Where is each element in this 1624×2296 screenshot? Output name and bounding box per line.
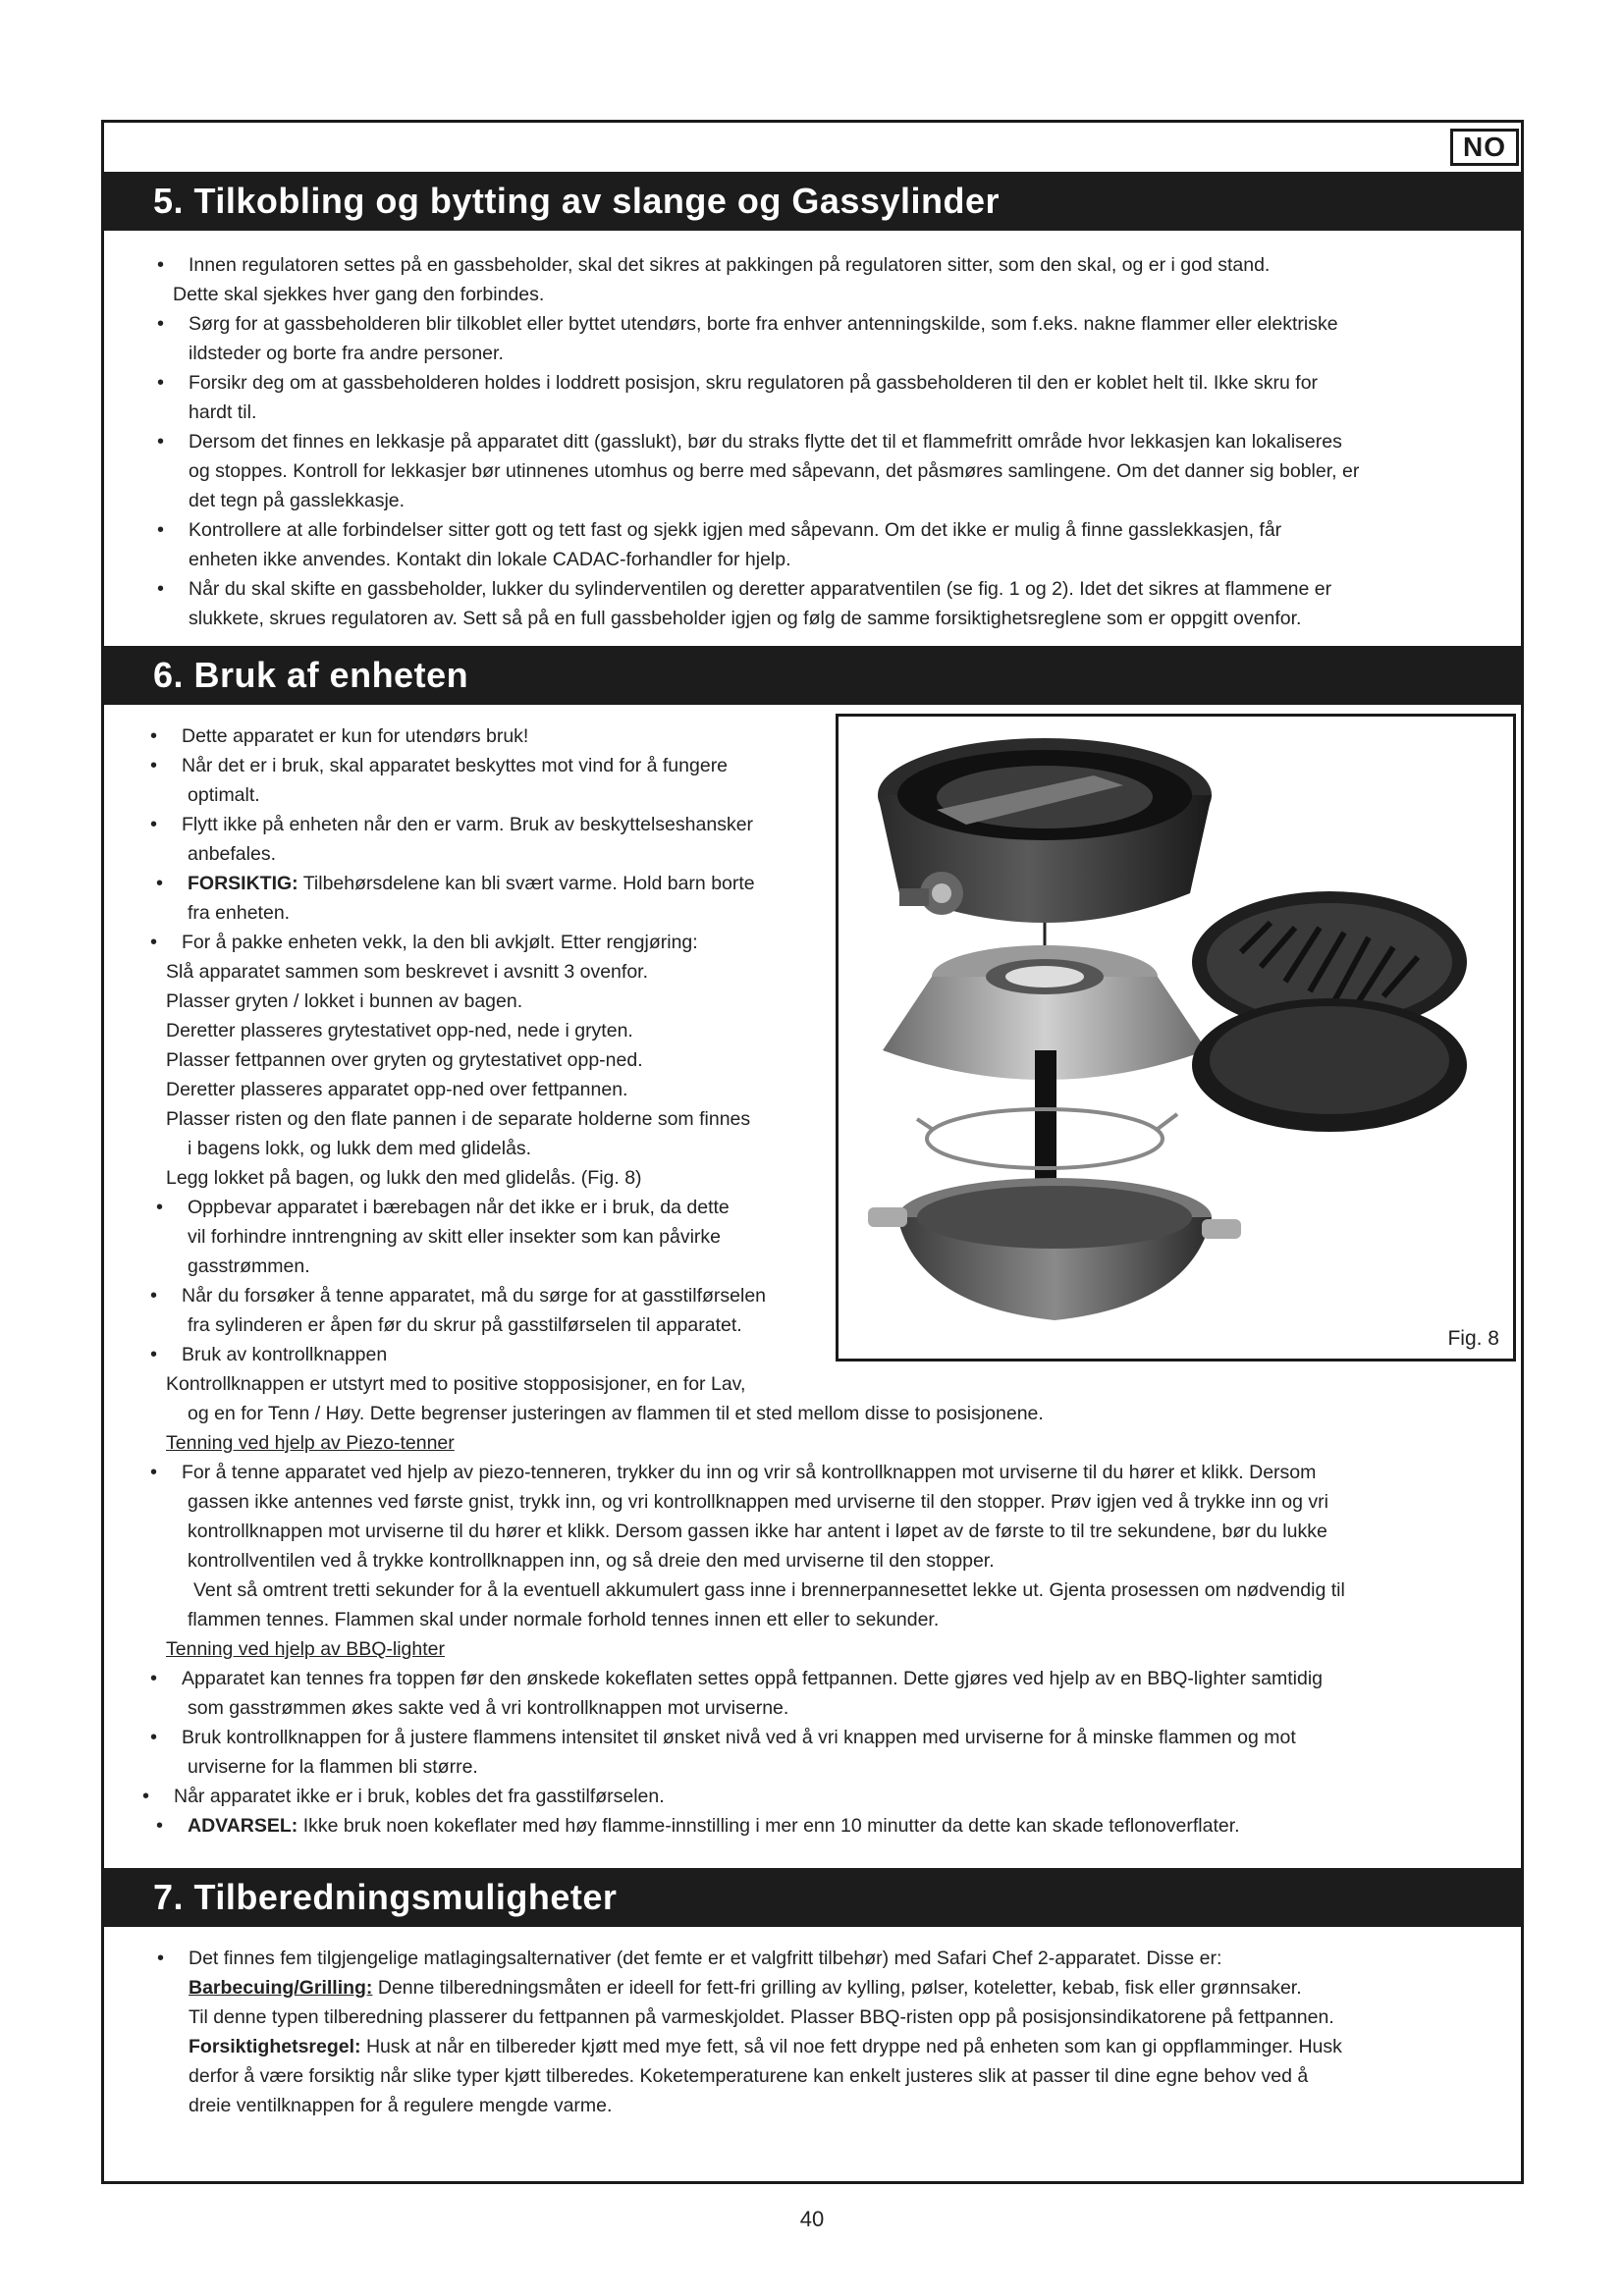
- s6-line: • For å tenne apparatet ved hjelp av piezo-tenneren, trykker du inn og vrir så kontrollknappen mot urviserne til du hører et klikk. Dersom: [182, 1458, 1497, 1487]
- s6-line: Deretter plasseres grytestativet opp-ned, nede i gryten.: [166, 1020, 633, 1041]
- section-5-heading: 5. Tilkobling og bytting av slange og Gassylinder: [104, 172, 1521, 231]
- s6-line: • Bruk kontrollknappen for å justere flammens intensitet til ønsket nivå ved å vri knappen med urviserne for å minske flammen og mot: [182, 1723, 1497, 1752]
- section-7-body: [189, 1944, 1494, 2120]
- s6-line: • Bruk av kontrollknappen: [182, 1340, 830, 1369]
- s7-line-forsiktighetsregel: [189, 2032, 1494, 2061]
- forsiktig-text: Tilbehørsdelene kan bli svært varme. Hold barn borte: [298, 873, 755, 894]
- s5-line: • Dersom det finnes en lekkasje på apparatet ditt (gasslukt), bør du straks flytte det til et flammefritt område hvor lekkasjen kan lokaliseres: [189, 427, 1494, 456]
- section-6-left-column: [166, 721, 830, 1399]
- s6-line: urviserne for la flammen bli større.: [188, 1756, 478, 1778]
- figure-caption: Fig. 8: [1447, 1327, 1499, 1350]
- s6-line: anbefales.: [188, 843, 276, 865]
- appliance-exploded-illustration: [839, 717, 1513, 1359]
- s6-subheading-piezo: Tenning ved hjelp av Piezo-tenner: [166, 1432, 455, 1454]
- s6-line: flammen tennes. Flammen skal under normale forhold tennes innen ett eller to sekunder.: [188, 1609, 940, 1630]
- section-5-body: [173, 250, 1494, 633]
- s5-line: Dette skal sjekkes hver gang den forbindes.: [173, 284, 545, 305]
- s6-line: kontrollventilen ved å trykke kontrollknappen inn, og så dreie den med urviserne til den stopper.: [188, 1550, 995, 1572]
- s6-line: Kontrollknappen er utstyrt med to positive stopposisjoner, en for Lav,: [166, 1373, 746, 1395]
- s6-line: • For å pakke enheten vekk, la den bli avkjølt. Etter rengjøring:: [182, 928, 830, 957]
- forsiktighetsregel-text: Husk at når en tilbereder kjøtt med mye fett, så vil noe fett dryppe ned på enheten som kan gi oppflamminger. Husk: [360, 2036, 1342, 2057]
- s6-line: Plasser risten og den flate pannen i de separate holderne som finnes: [166, 1108, 751, 1130]
- s5-line: • Kontrollere at alle forbindelser sitter gott og tett fast og sjekk igjen med såpevann. Om det ikke er mulig å finne gasslekkasjen, får: [189, 515, 1494, 545]
- s6-subheading-bbq: Tenning ved hjelp av BBQ-lighter: [166, 1638, 445, 1660]
- s5-line: • Sørg for at gassbeholderen blir tilkoblet eller byttet utendørs, borte fra enhver antenningskilde, som f.eks. nakne flammer eller elektriske: [189, 309, 1494, 339]
- s6-line: i bagens lokk, og lukk dem med glidelås.: [188, 1138, 532, 1159]
- section-7-heading: 7. Tilberedningsmuligheter: [104, 1868, 1521, 1927]
- s6-line-advarsel: [188, 1811, 1497, 1841]
- s5-line: ildsteder og borte fra andre personer.: [189, 343, 504, 364]
- s6-line: Plasser fettpannen over gryten og grytestativet opp-ned.: [166, 1049, 643, 1071]
- s7-line: derfor å være forsiktig når slike typer kjøtt tilberedes. Koketemperaturene kan enkelt justeres slik at passer til dine egne behov ved å: [189, 2065, 1309, 2087]
- s6-line: fra enheten.: [188, 902, 291, 924]
- s6-line: Plasser gryten / lokket i bunnen av bagen.: [166, 990, 523, 1012]
- s6-line: • Dette apparatet er kun for utendørs bruk!: [182, 721, 830, 751]
- barbecuing-label: Barbecuing/Grilling:: [189, 1977, 373, 1999]
- s5-line: • Forsikr deg om at gassbeholderen holdes i loddrett posisjon, skru regulatoren på gassbeholderen til den er koblet helt til. Ikke skru for: [189, 368, 1494, 398]
- forsiktig-label: FORSIKTIG:: [188, 873, 298, 894]
- s6-line: Slå apparatet sammen som beskrevet i avsnitt 3 ovenfor.: [166, 961, 648, 983]
- flat-griddle: [1192, 998, 1467, 1132]
- s7-line-barbecuing: [189, 1973, 1494, 2002]
- s6-line: • Apparatet kan tennes fra toppen før den ønskede kokeflaten settes oppå fettpannen. Dette gjøres ved hjelp av en BBQ-lighter samtidig: [182, 1664, 1497, 1693]
- s6-line: som gasstrømmen økes sakte ved å vri kontrollknappen mot urviserne.: [188, 1697, 789, 1719]
- pot: [868, 1178, 1241, 1320]
- s5-line: og stoppes. Kontroll for lekkasjer bør utinnenes utomhus og berre med såpevann, det påsmøres samlingene. Om det danner sig bobler, er: [189, 460, 1360, 482]
- s6-line: gasstrømmen.: [188, 1255, 310, 1277]
- s5-line: slukkete, skrues regulatoren av. Sett så på en full gassbeholder igjen og følg de samme forsiktighetsreglene som er oppgitt ovenfor.: [189, 608, 1302, 629]
- section-6-full-width: [166, 1399, 1497, 1841]
- s5-line: • Innen regulatoren settes på en gassbeholder, skal det sikres at pakkingen på regulatoren sitter, som den skal, og er i god stand.: [189, 250, 1494, 280]
- page-number: 40: [799, 2207, 825, 2231]
- burner-base: [878, 738, 1212, 923]
- s5-line: • Når du skal skifte en gassbeholder, lukker du sylinderventilen og deretter apparatventilen (se fig. 1 og 2). Idet det sikres at flammene er: [189, 574, 1494, 604]
- s6-line: og en for Tenn / Høy. Dette begrenser justeringen av flammen til et sted mellom disse to posisjonene.: [188, 1403, 1044, 1424]
- s6-line: • Flytt ikke på enheten når den er varm. Bruk av beskyttelseshansker: [182, 810, 830, 839]
- s6-line: • Når du forsøker å tenne apparatet, må du sørge for at gasstilførselen: [182, 1281, 830, 1310]
- s6-line: • Når apparatet ikke er i bruk, kobles det fra gasstilførselen.: [174, 1782, 1497, 1811]
- language-badge: NO: [1450, 129, 1519, 166]
- forsiktighetsregel-label: Forsiktighetsregel:: [189, 2036, 361, 2057]
- s6-line: gassen ikke antennes ved første gnist, trykk inn, og vri kontrollknappen med urviserne til den stopper. Prøv igjen ved å trykke inn og vri: [188, 1491, 1328, 1513]
- s6-line: • Oppbevar apparatet i bærebagen når det ikke er i bruk, da dette: [188, 1193, 830, 1222]
- s6-line: optimalt.: [188, 784, 260, 806]
- s6-line: Legg lokket på bagen, og lukk den med glidelås. (Fig. 8): [166, 1167, 642, 1189]
- s6-line: kontrollknappen mot urviserne til du hører et klikk. Dersom gassen ikke har antent i løpet av de første to til tre sekundene, bør du lukke: [188, 1521, 1327, 1542]
- s6-line-forsiktig: [188, 869, 830, 898]
- s7-line: dreie ventilknappen for å regulere mengde varme.: [189, 2095, 613, 2116]
- s7-line: • Det finnes fem tilgjengelige matlagingsalternativer (det femte er et valgfritt tilbehør) med Safari Chef 2-apparatet. Disse er:: [189, 1944, 1494, 1973]
- s5-line: det tegn på gasslekkasje.: [189, 490, 406, 511]
- s6-line: vil forhindre inntrengning av skitt eller insekter som kan påvirke: [188, 1226, 722, 1248]
- s6-line: Deretter plasseres apparatet opp-ned over fettpannen.: [166, 1079, 628, 1100]
- s7-line: Til denne typen tilberedning plasserer du fettpannen på varmeskjoldet. Plasser BBQ-risten opp på posisjonsindikatorene på fettpannen.: [189, 2006, 1334, 2028]
- barbecuing-text: Denne tilberedningsmåten er ideell for fett-fri grilling av kylling, pølser, koteletter, kebab, fisk eller grønnsaker.: [372, 1977, 1302, 1999]
- s6-line: • Når det er i bruk, skal apparatet beskyttes mot vind for å fungere: [182, 751, 830, 780]
- s5-line: hardt til.: [189, 401, 257, 423]
- s6-line: fra sylinderen er åpen før du skrur på gasstilførselen til apparatet.: [188, 1314, 742, 1336]
- s5-line: enheten ikke anvendes. Kontakt din lokale CADAC-forhandler for hjelp.: [189, 549, 791, 570]
- s6-line: Vent så omtrent tretti sekunder for å la eventuell akkumulert gass inne i brennerpannesettet lekke ut. Gjenta prosessen om nødvendig til: [193, 1579, 1345, 1601]
- section-6-heading: 6. Bruk af enheten: [104, 646, 1521, 705]
- figure-8: [836, 714, 1516, 1362]
- advarsel-text: Ikke bruk noen kokeflater med høy flamme-innstilling i mer enn 10 minutter da dette kan skade teflonoverflater.: [298, 1815, 1240, 1837]
- advarsel-label: ADVARSEL:: [188, 1815, 298, 1837]
